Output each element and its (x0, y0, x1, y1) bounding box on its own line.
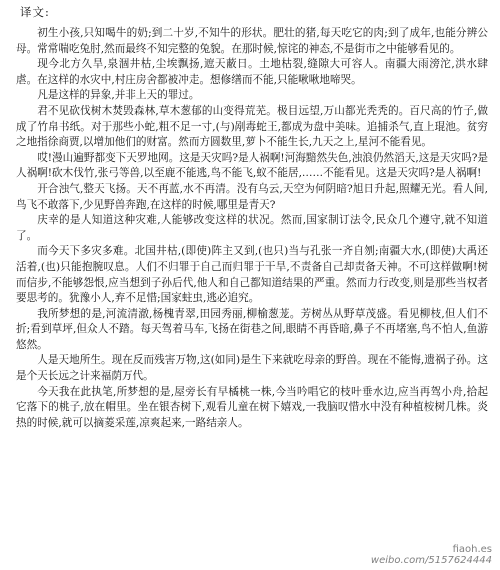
watermark-url: weibo.com/5157624444 (370, 555, 492, 566)
paragraph: 我所梦想的是,河流清澈,杨槐青翠,田园秀丽,柳榆葱茏。芳树丛从野草茂盛。看见柳枝,但人们不折;看到草坪,但众人不踏。每天驾着马车,飞扬在街巷之间,眼睛不再昏暗,鼻子不再堵塞,鸟不怕人,鱼游悠然。 (16, 307, 488, 351)
watermark (371, 544, 492, 566)
paragraph: 凡是这样的异象,并非上天的罪过。 (37, 89, 200, 102)
paragraph: 庆幸的是人知道这种灾难,人能够改变这样的状况。然而,国家制订法令,民众几个遵守,就不知道了。 (16, 214, 488, 242)
paragraph: 今天我在此执笔,所梦想的是,屋旁长有早橘桃一株,今当吟唱它的枝叶垂水边,应当再驾小舟,拾起它落下的桃子,放在帽里。坐在银杏树下,观看儿童在树下嬉戏,一我脑叹惜水中没有种植桉树几株。炎热的时候,就可以摘菱采莲,凉爽起来,一路结亲人。 (16, 385, 488, 429)
watermark-site: fiaoh.es (452, 544, 492, 555)
paragraph: 而今天下多灾多难。北国井枯,(即使)阵主又到,(也只)当与孔张一齐自刎;南疆大水,(即使)大禹还活着,(也)只能抱腕叹息。人们不归罪于自己而归罪于干旱,不责备自己却责备天神。不可这样做啊!树而信步,不能够怨恨,应当想到子孙后代,他人和自己都知道结果的严重。然而力行改变,则是那些当权者要思考的。犹豫小人,弃不足惜;国家蛀虫,逃必追究。 (16, 245, 488, 305)
paragraph: 哎!漫山遍野都变下天罗地网。这是天灾吗?是人祸啊!河海黯然失色,浊浪仍然滔天,这是天灾吗?是人祸啊!砍木伐竹,张弓等兽,以至鹿不能逃,鸟不能飞,蚁不能居,……不能看见。这是天灾吗?是人祸啊! (16, 151, 488, 180)
paragraph: 人是天地所生。现在反而残害万物,这(如同)是生下来就吃母亲的野兽。现在不能悔,遗祸子孙。这是个天长远之计来福荫万代。 (16, 354, 488, 383)
paragraph: 君不见砍伐树木焚毁森林,草木葱郁的山变得荒芜。极目远望,万山都光秃秃的。百尺高的竹子,做成了竹帛书纸。对于那些小蛇,粗不足一寸,(与)剐毒蛇王,都成为盘中美味。追捕杀气,直上琨池。贫穷之地指徐商贾,以增加他们的财富。然而方圆数里,萝卜不能生长,九天之上,星河不能看见。 (16, 104, 488, 149)
page-heading: 译文: (20, 5, 50, 19)
paragraph: 现今北方久旱,泉涸井枯,尘埃飘扬,遮天蔽日。土地枯裂,缝隙大可容人。南疆大雨滂沱,洪水肆虐。在这样的水灾中,村庄房舍都被冲走。想修缮而不能,只能啾啾地啼哭。 (16, 58, 488, 86)
paragraph: 开合浊气,整天飞扬。天不再蓝,水不再清。没有乌云,天空为何阴暗?旭日升起,照耀无光。看人间,鸟飞不敢落下,少见野兽奔跑,在这样的时候,哪里是青天? (16, 182, 488, 211)
paragraph: 初生小孩,只知喝牛的奶;到二十岁,不知牛的形状。肥壮的猪,每天吃它的肉;到了成年,也能分辨公母。常常喘吃兔肘,然而最终不知完整的兔貌。在那时候,惊诧的神态,不是街市之中能够看见的。 (16, 27, 488, 55)
